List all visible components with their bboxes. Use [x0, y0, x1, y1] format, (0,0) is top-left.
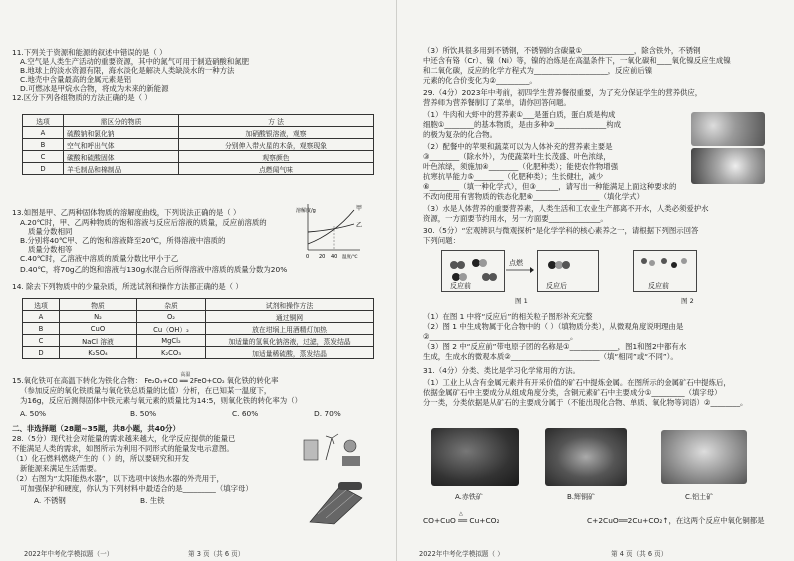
footer-page-number: 第 3 页（共 6 页）	[188, 550, 245, 558]
q30-line1: 30.（5分）“宏观辨识与微观探析”是化学学科的核心素养之一，请根据下列图示回答	[423, 226, 699, 235]
tick-label: 40	[331, 254, 338, 260]
q-top-line4: 元素的化合价变化为②_________。	[423, 76, 537, 85]
table-cell: A	[23, 311, 60, 323]
q13-title: 13.如图是甲、乙两种固体物质的溶解度曲线，下列说法正确的是（ ）	[12, 208, 241, 217]
page-4	[397, 0, 794, 561]
q28-line1: 28.（5分）现代社会对能量的需求越来越大，化学反应提供的能量已	[12, 434, 236, 443]
q30-sub2: （2）图 1 中生成物属于化合物中的（ ）（填物质分类），从微观角度说明理由是	[423, 322, 684, 331]
q28-line3: （1）化石燃料燃烧产生的（ ）的，所以要研究和开发	[12, 454, 190, 463]
q28-line2: 不能满足人类的需求，如图所示为利用不同形式的能量发电示意图。	[12, 444, 234, 453]
q14-table	[22, 298, 374, 359]
q-top-line1: （3）所饮具很多用到不锈钢，不锈钢的含碳量①______________，除含铁外，不锈钢	[423, 46, 701, 55]
table-cell: 加硝酸银溶液，观察	[179, 127, 374, 139]
q13-option-d: D.40℃，将70g乙的饱和溶液与130g水混合后所得溶液中溶质的质量分数为20%	[20, 265, 288, 274]
q15-line2: （参加反应的氧化铁质量与氧化铁总质量的比值）分析，在已知某一温度下，	[20, 386, 272, 395]
table-cell: K₂CO₃	[137, 347, 206, 359]
water-tank	[338, 482, 362, 490]
table-cell: 空气和呼出气体	[64, 139, 179, 151]
q15-option-b: B. 50%	[130, 409, 157, 418]
fig1-arrow-label: 点燃	[509, 259, 523, 267]
q28-line4: 新能源来满足生活需要。	[20, 464, 102, 473]
power-generation-illustration	[302, 432, 362, 472]
table-header: 方 法	[179, 115, 374, 127]
table-cell: B	[23, 139, 64, 151]
table-cell: O₂	[137, 311, 206, 323]
q12-table	[22, 114, 374, 175]
table-cell: C	[23, 151, 64, 163]
table-row	[23, 323, 374, 335]
q29-line5: 的极为复杂的化合物。	[423, 130, 497, 139]
turbine-blades	[326, 434, 338, 444]
q30-sub5: 生成，生成水的微观本质②________________________（填“相同”或“不同”）。	[423, 352, 678, 361]
table-cell: C	[23, 335, 60, 347]
table-cell: 放在坩埚上用酒精灯加热	[206, 323, 374, 335]
q13-option-b: B.分别将40℃甲、乙的饱和溶液降至20℃，所得溶液中溶质的	[20, 236, 226, 245]
bauxite-photo	[661, 430, 747, 484]
q29-line3: （1）牛肉和大虾中的营养素①___是蛋白质，蛋白质是构成	[423, 110, 616, 119]
q29-line11: 不改向使用有害物质的铁态化肥⑥__________________（填化学式）	[423, 192, 644, 201]
mineral-label-c: C.铝土矿	[685, 493, 714, 501]
hematite-photo	[431, 428, 519, 486]
q29-line12: （3）水是人体营养的重要营养素，人类生活和工农业生产都离不开水，人类必须爱护水	[423, 204, 709, 213]
table-cell: D	[23, 163, 64, 175]
q11-option-b: B.地球上的淡水资源有限，海水淡化是解决人类缺淡水的一种方法	[20, 66, 235, 75]
q31-eq1	[423, 511, 500, 525]
q31-line4: 分一类，分类依据是从矿石的主要成分属于（不能出现化合物、单质、氧化物等词语）②________。	[423, 398, 748, 407]
q29-line8: 叶色浓绿，须施加④________（化肥种类）；能使农作物增强	[423, 162, 619, 171]
table-row	[23, 163, 374, 175]
q15-equation	[144, 372, 226, 385]
q31-eq1-text: CO+CuO ══ Cu+CO₂	[423, 516, 500, 525]
q29-line4: 细胞①________的基本物质，是由多种②______________构成	[423, 120, 622, 129]
table-cell: 羊毛制品和棉制品	[64, 163, 179, 175]
q14-title: 14. 除去下列物质中的少量杂质，所选试剂和操作方法都正确的是（ ）	[12, 282, 243, 291]
part2-heading: 二、非选择题（28题~35题，共8小题，共40分）	[12, 424, 180, 433]
q-top-line2: 中还含有铬（Cr）、镍（Ni）等，镍的冶炼是在高温条件下，一氧化碳和____氧化镍反应生成镍	[423, 56, 731, 65]
table-cell: K₂SO₄	[60, 347, 137, 359]
table-cell: 硫酸钠和氯化钠	[64, 127, 179, 139]
q13-option-b-cont: 质量分数相等	[28, 245, 73, 254]
q15-option-d: D. 70%	[314, 409, 341, 418]
q29-line6: （2）配餐中的苹果和蔬菜可以为人体补充的营养素主要是	[423, 142, 613, 151]
fig1-after-label: 反应后	[546, 282, 567, 290]
table-cell: MgCl₂	[137, 335, 206, 347]
table-cell: CuO	[60, 323, 137, 335]
q11-title: 11.下列关于资源和能源的叙述中错误的是（ ）	[12, 48, 167, 57]
table-header: 物质	[60, 299, 137, 311]
q11-option-c: C.地壳中含量最高的金属元素是铝	[20, 75, 131, 84]
table-cell: NaCl 溶液	[60, 335, 137, 347]
table-cell: A	[23, 127, 64, 139]
curve-jia	[308, 210, 354, 244]
fig1-after-box	[537, 250, 599, 292]
table-row	[23, 347, 374, 359]
q15-line1	[12, 372, 279, 386]
fig1-before-box	[441, 250, 505, 292]
q13-option-c: C.40℃时，乙溶液中溶质的质量分数比甲小于乙	[20, 254, 179, 263]
fig2-box	[633, 250, 697, 292]
q29-line9: 抗寒抗旱能力⑤________（化肥种类）；生长健壮，减少	[423, 172, 604, 181]
table-cell: B	[23, 323, 60, 335]
q31-eq2: C+2CuO══2Cu+CO₂↑，在这两个反应中氧化铜都是	[587, 516, 765, 525]
q15-condition: 高温	[180, 372, 191, 378]
table-header-row	[23, 115, 374, 127]
q15-option-c: C. 60%	[232, 409, 259, 418]
power-plant-icon	[304, 440, 318, 460]
reaction-arrow	[505, 266, 535, 274]
table-cell: 分别伸入带火星的木条，观察现象	[179, 139, 374, 151]
footer-left: 2022年中考化学模拟题（ ）	[419, 550, 504, 558]
fig2-label: 反应前	[648, 282, 669, 290]
table-cell: D	[23, 347, 60, 359]
q30-line2: 下列问题：	[423, 236, 460, 245]
vegetable-photo	[691, 148, 765, 184]
q31-eq1-condition: △	[459, 511, 463, 517]
solar-panel	[310, 486, 362, 524]
fig1-before-label: 反应前	[450, 282, 471, 290]
graph-ylabel: 溶解度/g	[296, 208, 316, 214]
footer-left: 2022年中考化学模拟题（一）	[24, 550, 114, 558]
q13-option-a-cont: 质量分数相同	[28, 227, 73, 236]
fig1-caption: 图 1	[515, 297, 528, 305]
table-row	[23, 335, 374, 347]
table-cell: 碳酸和硫酸固体	[64, 151, 179, 163]
table-row	[23, 151, 374, 163]
q28-option-b: B. 生铁	[140, 496, 165, 505]
chalcocite-photo	[545, 428, 627, 486]
graph-xlabel: 温度/℃	[342, 255, 358, 260]
mineral-label-b: B.辉铜矿	[567, 493, 596, 501]
q-top-line3: 和二氧化碳，反应的化学方程式为____________________，反应前后镍	[423, 66, 653, 75]
q31-line3: 依据金属矿石中主要成分从组成角度分类，含铜元素矿石中主要成分①_________（填字母）	[423, 388, 722, 397]
q31-line2: （1）工业上从含有金属元素并有开采价值的矿石中提炼金属。在图所示的金属矿石中提炼后，	[423, 378, 731, 387]
table-cell: N₂	[60, 311, 137, 323]
table-cell: Cu（OH）₂	[137, 323, 206, 335]
tick-label: 0	[306, 254, 310, 260]
table-header: 选项	[23, 299, 60, 311]
q11-option-d: D.可燃冰是甲烷水合物，将成为未来的新能源	[20, 84, 169, 93]
q29-line7: ③________（除水外），为使蔬菜叶生长茂盛、叶色浓绿，	[423, 152, 611, 161]
wind-turbine-icon	[326, 438, 332, 460]
sun-icon	[344, 440, 356, 452]
curve-yi	[308, 224, 354, 232]
q15-equation-text: Fe₂O₃+CO ══ 2FeO+CO₂	[144, 377, 225, 385]
table-header: 杂质	[137, 299, 206, 311]
q31-eq1-wrap	[423, 511, 500, 525]
table-header: 选项	[23, 115, 64, 127]
table-cell: 加适量稀硫酸，蒸发结晶	[206, 347, 374, 359]
q29-line13: 资源，一方面要节约用水，另一方面要______________。	[423, 214, 608, 223]
q28-line6: 可加强保护和硬度，你认为下列材料中最适合的是_________（填字母）	[20, 484, 253, 493]
q31-line1: 31.（4分）分类、类比是学习化学常用的方法。	[423, 366, 580, 375]
table-cell: 通过铜网	[206, 311, 374, 323]
battery-icon	[342, 456, 360, 466]
table-row	[23, 127, 374, 139]
solubility-curve-graph	[296, 200, 368, 262]
fig2-caption: 图 2	[681, 297, 694, 305]
q30-sub3: ②______________________________________。	[423, 332, 578, 341]
q30-sub1: （1）在图 1 中将“反应后”的相关粒子图形补充完整	[423, 312, 593, 321]
table-header: 试剂和操作方法	[206, 299, 374, 311]
mineral-label-a: A.赤铁矿	[455, 493, 483, 501]
q15-line3: 为16g，反应后测得固体中铁元素与氧元素的质量比为14:5，则氧化铁的转化率为（）	[20, 396, 302, 405]
q30-sub4: （3）图 2 中“反应前”带电原子团的名称是①_____________，图1和图2中都有水	[423, 342, 687, 351]
q15-text-b: 氧化铁的转化率	[226, 376, 279, 385]
q13-option-a: A.20℃时，甲、乙两种物质的饱和溶液与反应后溶液的质量，反应前溶质的	[20, 218, 267, 227]
table-header: 需区分的物质	[64, 115, 179, 127]
q11-option-a: A.空气是人类生产活动的重要资源，其中的氮气可用于制造硝酸和氮肥	[20, 57, 249, 66]
curve-label-jia: 甲	[356, 205, 363, 212]
footer-page-number: 第 4 页（共 6 页）	[611, 550, 668, 558]
q29-line2: 营养师为营养餐制订了菜单，请你回答问题。	[423, 98, 571, 107]
table-row	[23, 139, 374, 151]
q29-line10: ⑥________（填一种化学式），但③______，请写出一种能满足上面这种要求的	[423, 182, 677, 191]
table-row	[23, 311, 374, 323]
meal-photo	[691, 112, 765, 146]
table-cell: 观察颜色	[179, 151, 374, 163]
q28-option-a: A. 不锈钢	[34, 496, 66, 505]
table-cell: 加适量的氢氧化钠溶液，过滤，蒸发结晶	[206, 335, 374, 347]
q12-title: 12.区分下列各组物质的方法正确的是（ ）	[12, 93, 152, 102]
q29-line1: 29.（4分）2023年中考前，初四学生营养餐很重要，为了充分保证学生的营养供应，	[423, 88, 703, 97]
solar-water-heater-image	[306, 478, 366, 526]
table-header-row	[23, 299, 374, 311]
table-cell: 点燃闻气味	[179, 163, 374, 175]
curve-label-yi: 乙	[356, 222, 363, 229]
q28-line5: （2）右图为“太阳能热水器”，以下选项中该热水器的外壳用于，	[12, 474, 224, 483]
q15-text: 15.氧化铁可在高温下转化为铁化合物：	[12, 376, 143, 385]
tick-label: 20	[319, 254, 326, 260]
q15-option-a: A. 50%	[20, 409, 47, 418]
